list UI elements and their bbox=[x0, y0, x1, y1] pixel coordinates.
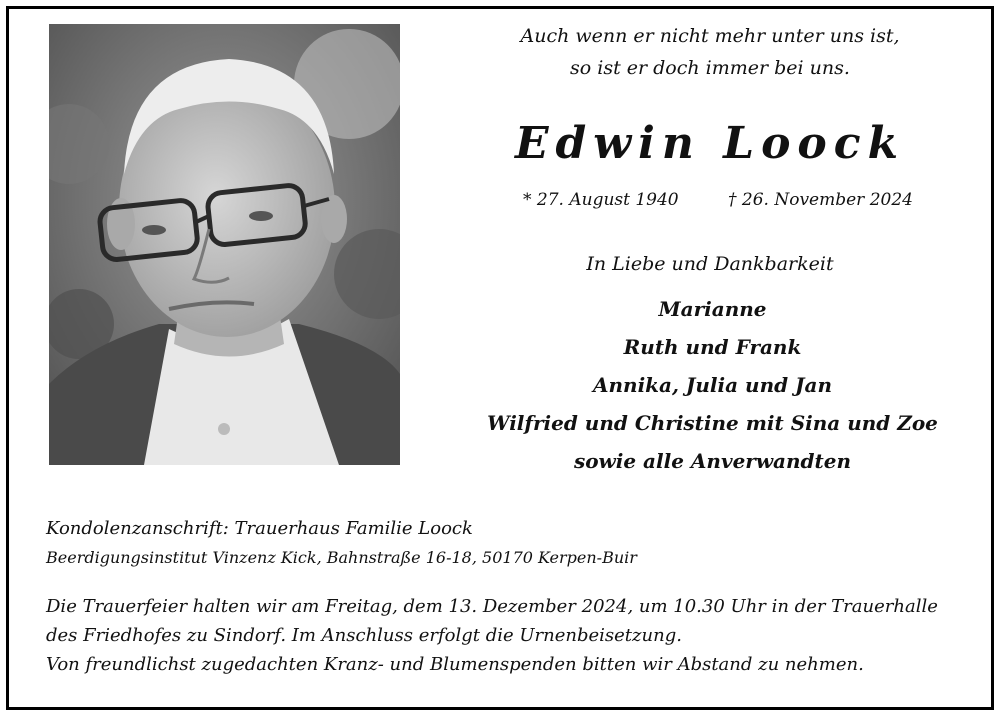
portrait-photo-icon bbox=[49, 24, 400, 465]
condolence-address-title: Kondolenzanschrift: Trauerhaus Familie Loock bbox=[46, 518, 473, 539]
deceased-name: Edwin Loock bbox=[514, 118, 906, 169]
motto-line-1: Auch wenn er nicht mehr unter uns ist, bbox=[520, 25, 900, 47]
mourner-line: Ruth und Frank bbox=[623, 335, 802, 359]
mourner-line: Annika, Julia und Jan bbox=[592, 373, 833, 397]
service-line-1: Die Trauerfeier halten wir am Freitag, dem 13. Dezember 2024, um 10.30 Uhr in der Trauerhalle bbox=[46, 596, 938, 617]
mourners-list bbox=[440, 290, 985, 480]
service-line-2: des Friedhofes zu Sindorf. Im Anschluss erfolgt die Urnenbeisetzung. bbox=[46, 625, 682, 646]
mourner-line: sowie alle Anverwandten bbox=[573, 449, 852, 473]
mourner-line: Wilfried und Christine mit Sina und Zoe bbox=[487, 411, 938, 435]
portrait-photo bbox=[49, 24, 400, 465]
motto bbox=[470, 20, 950, 84]
dedication: In Liebe und Dankbarkeit bbox=[586, 253, 834, 275]
birth-date: * 27. August 1940 bbox=[523, 190, 679, 210]
service-information bbox=[46, 592, 966, 679]
mourner-line: Marianne bbox=[658, 297, 767, 321]
service-line-3: Von freundlichst zugedachten Kranz- und Blumenspenden bitten wir Abstand zu nehmen. bbox=[46, 654, 864, 675]
death-date: † 26. November 2024 bbox=[728, 190, 913, 210]
funeral-home-address: Beerdigungsinstitut Vinzenz Kick, Bahnstraße 16-18, 50170 Kerpen-Buir bbox=[46, 548, 637, 567]
motto-line-2: so ist er doch immer bei uns. bbox=[570, 57, 850, 79]
